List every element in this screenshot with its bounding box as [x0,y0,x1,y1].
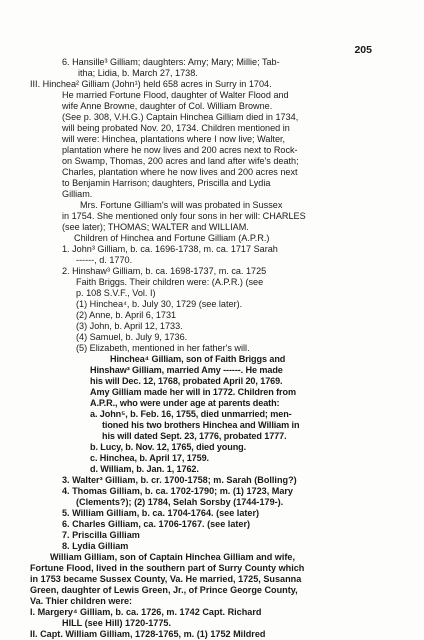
text-line: wife Anne Browne, daughter of Col. William Browne. [62,101,273,111]
text-line: d. William, b. Jan. 1, 1762. [90,464,199,474]
text-line: (Clements?); (2) 1784, Selah Sorsby (1744-179-). [76,497,284,507]
text-line: itha; Lidia, b. March 27, 1738. [78,68,198,78]
text-line: Children of Hinchea and Fortune Gilliam (A.P.R.) [74,233,270,243]
text-line: 2. Hinshaw³ Gilliam, b. ca. 1698-1737, m. ca. 1725 [62,266,267,276]
text-line: 4. Thomas Gilliam, b. ca. 1702-1790; m. (1) 1723, Mary [62,486,293,496]
text-line: (1) Hinchea⁴, b. July 30, 1729 (see later). [76,299,243,309]
text-line: his will Dec. 12, 1768, probated April 20, 1769. [90,376,283,386]
page-number: 205 [354,44,372,56]
text-line: He married Fortune Flood, daughter of Walter Flood and [62,90,289,100]
text-line: William Gilliam, son of Captain Hinchea Gilliam and wife, [50,552,295,562]
text-line: tioned his two brothers Hinchea and William in [102,420,300,430]
text-line: in 1754. She mentioned only four sons in her will: CHARLES [62,211,306,221]
text-line: (See p. 308, V.H.G.) Captain Hinchea Gilliam died in 1734, [62,112,299,122]
text-line: to Benjamin Harrison; daughters, Priscilla and Lydia [62,178,271,188]
text-line: in 1753 became Sussex County, Va. He married, 1725, Susanna [30,574,302,584]
text-line: Faith Briggs. Their children were: (A.P.R.) (see [76,277,264,287]
text-line: 5. William Gilliam, b. ca. 1704-1764. (see later) [62,508,260,518]
text-line: Green, daughter of Lewis Green, Jr., of Prince George County, [30,585,298,595]
text-line: Fortune Flood, lived in the southern part of Surry County which [30,563,305,573]
text-line: Gilliam. [62,189,93,199]
text-line: A.P.R., who were under age at parents death: [90,398,280,408]
text-line: 6. Hansille³ Gilliam; daughters: Amy; Mary; Millie; Tab- [62,57,280,67]
text-line: Mrs. Fortune Gilliam's will was probated in Sussex [80,200,283,210]
text-line: ------, d. 1770. [76,255,133,265]
text-line: on Swamp, Thomas, 200 acres and land after wife's death; [62,156,299,166]
text-line: Charles, plantation where he now lives and 200 acres next [62,167,298,177]
text-line: plantation where he now lives and 200 acres next to Rock- [62,145,298,155]
text-line: 6. Charles Gilliam, ca. 1706-1767. (see later) [62,519,251,529]
text-line: (5) Elizabeth, mentioned in her father's will. [76,343,250,353]
text-line: (3) John, b. April 12, 1733. [76,321,183,331]
text-line: Va. Thier children were: [30,596,133,606]
text-line: a. John⁵, b. Feb. 16, 1755, died unmarried; men- [90,409,292,419]
text-line: 1. John³ Gilliam, b. ca. 1696-1738, m. ca. 1717 Sarah [62,244,278,254]
text-line: b. Lucy, b. Nov. 12, 1765, died young. [90,442,247,452]
text-line: (4) Samuel, b. July 9, 1736. [76,332,188,342]
text-line: 7. Priscilla Gilliam [62,530,140,540]
text-line: I. Margery⁴ Gilliam, b. ca. 1726, m. 1742 Capt. Richard [30,607,262,617]
text-line: HILL (see Hill) 1720-1775. [62,618,172,628]
text-line: (see later); THOMAS; WALTER and WILLIAM. [62,222,249,232]
text-line: 8. Lydia Gilliam [62,541,129,551]
text-line: Amy Gilliam made her will in 1772. Children from [90,387,296,397]
text-line: Hinshaw³ Gilliam, married Amy ------. He made [90,365,283,375]
text-line: III. Hinchea² Gilliam (John¹) held 658 acres in Surry in 1704. [30,79,272,89]
text-line: II. Capt. William Gilliam, 1728-1765, m. (1) 1752 Mildred [30,629,266,639]
text-line: will being probated Nov. 20, 1734. Children mentioned in [62,123,290,133]
text-line: Hinchea⁴ Gilliam, son of Faith Briggs and [110,354,286,364]
text-line: will were: Hinchea, plantations where I now live; Walter, [62,134,286,144]
text-line: (2) Anne, b. April 6, 1731 [76,310,177,320]
text-line: p. 108 S.V.F., Vol. I) [76,288,156,298]
text-line: c. Hinchea, b. April 17, 1759. [90,453,209,463]
text-line: 3. Walter³ Gilliam, b. cr. 1700-1758; m. Sarah (Bolling?) [62,475,297,485]
text-line: his will dated Sept. 23, 1776, probated 1777. [102,431,287,441]
